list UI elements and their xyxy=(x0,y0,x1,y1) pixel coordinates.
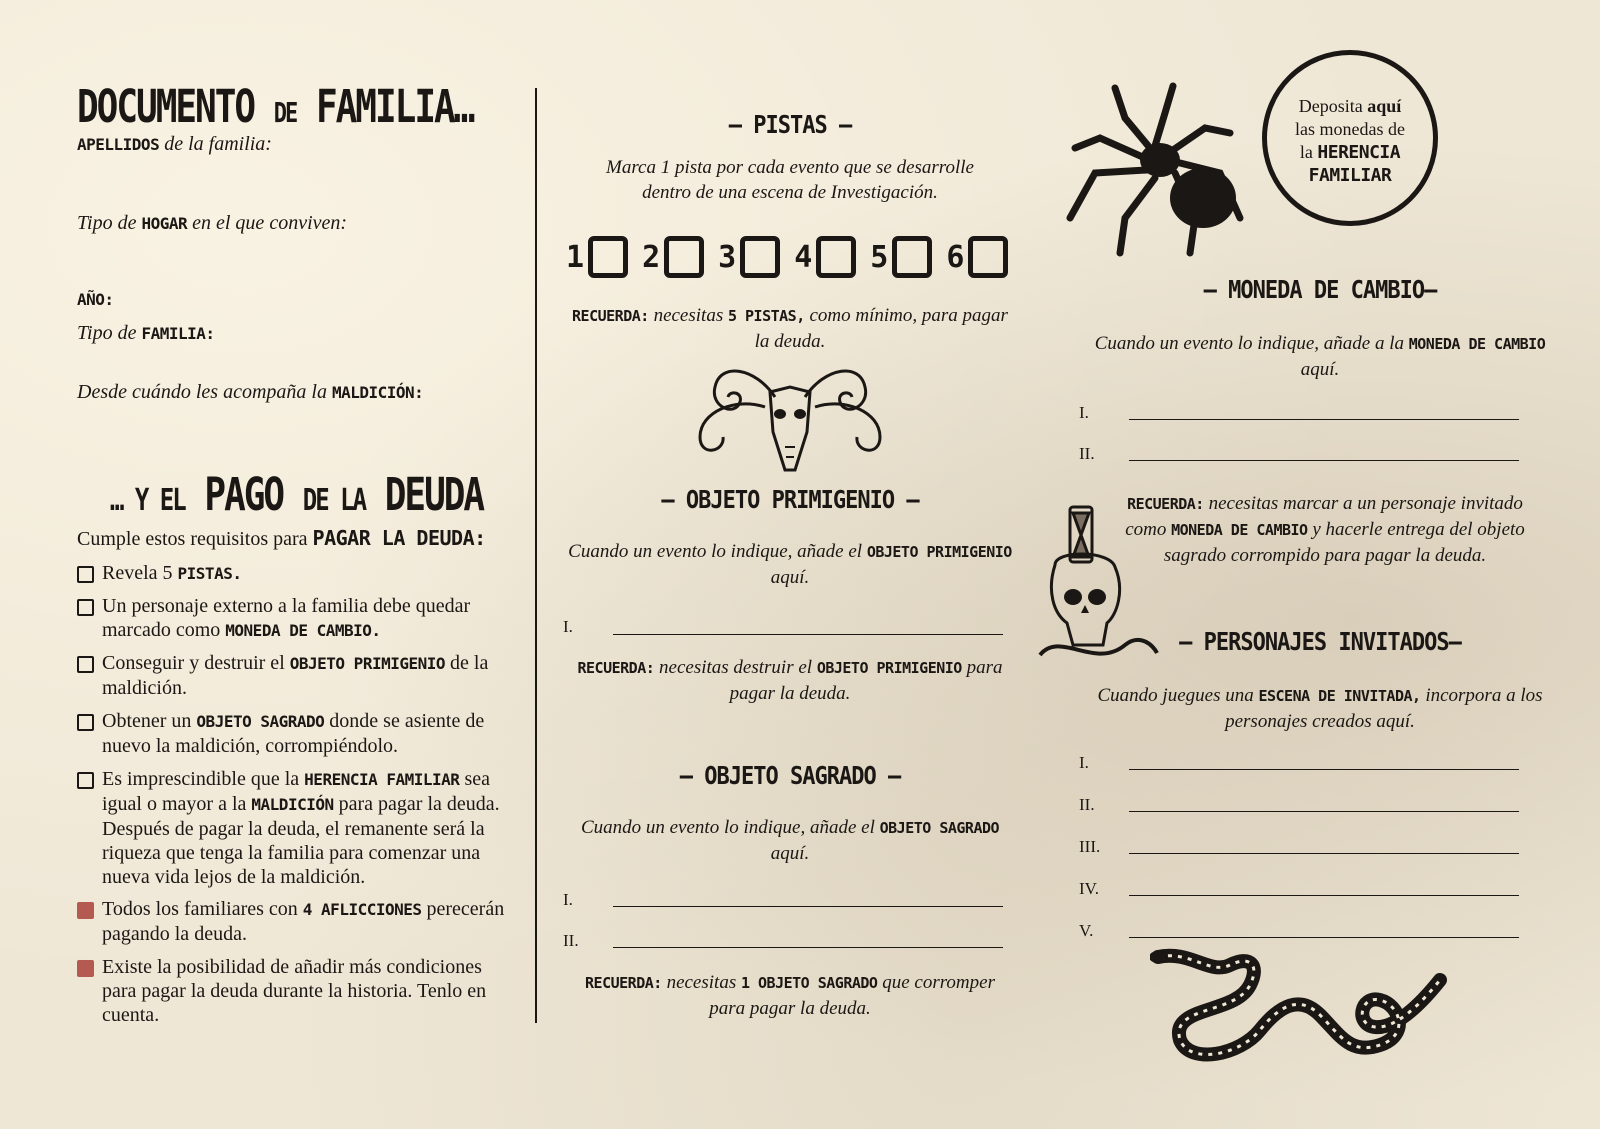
clue-checkbox-6[interactable] xyxy=(968,236,1008,278)
primigenio-title: – OBJETO PRIMIGENIO – xyxy=(661,486,919,515)
roman-label: V. xyxy=(1079,921,1094,940)
invitados-title: – PERSONAJES INVITADOS– xyxy=(1179,628,1461,657)
write-line[interactable] xyxy=(1129,853,1519,854)
requirements-intro: Cumple estos requisitos para PAGAR LA DEUDA: xyxy=(77,526,486,550)
field-hogar[interactable]: Tipo de HOGAR en el que conviven: xyxy=(77,212,348,234)
sagrado-text: Cuando un evento lo indique, añade el OBJETO SAGRADO aquí. xyxy=(580,817,1000,864)
write-line[interactable] xyxy=(1129,895,1519,896)
ram-skull-icon xyxy=(695,362,885,482)
checkbox[interactable] xyxy=(77,656,94,673)
moneda-title: – MONEDA DE CAMBIO– xyxy=(1203,276,1437,305)
clue-checkbox-5[interactable] xyxy=(892,236,932,278)
snake-icon xyxy=(1150,945,1450,1070)
requirement-5: Es imprescindible que la HERENCIA FAMILIAR sea igual o mayor a la MALDICIÓN para pagar la deuda. Después de pagar la deuda, el remanente será la riqueza que tenga la familia para comenzar una nueva vida lejos de la maldición. xyxy=(77,767,517,889)
pistas-title: – PISTAS – xyxy=(728,111,852,140)
recuerda-sagrado: RECUERDA: necesitas 1 OBJETO SAGRADO que corromper para pagar la deuda. xyxy=(585,972,995,1019)
roman-label: III. xyxy=(1079,837,1101,856)
requirement-2: Un personaje externo a la familia debe quedar marcado como MONEDA DE CAMBIO. xyxy=(77,594,517,643)
invitados-text: Cuando juegues una ESCENA DE INVITADA, incorpora a los personajes creados aquí. xyxy=(1097,685,1543,732)
primigenio-text: Cuando un evento lo indique, añade el OBJETO PRIMIGENIO aquí. xyxy=(568,541,1012,588)
write-line[interactable] xyxy=(613,906,1003,907)
field-apellidos[interactable]: APELLIDOS de la familia: xyxy=(77,133,272,155)
clue-checkbox-4[interactable] xyxy=(816,236,856,278)
requirement-1: Revela 5 PISTAS. xyxy=(77,561,517,586)
moneda-text: Cuando un evento lo indique, añade a la MONEDA DE CAMBIO aquí. xyxy=(1094,333,1546,380)
field-maldicion[interactable]: Desde cuándo les acompaña la MALDICIÓN: xyxy=(77,381,424,403)
sagrado-title: – OBJETO SAGRADO – xyxy=(679,762,901,791)
checkbox[interactable] xyxy=(77,599,94,616)
field-ano[interactable]: AÑO: xyxy=(77,290,114,309)
roman-label: IV. xyxy=(1079,879,1099,898)
pistas-text: Marca 1 pista por cada evento que se desarrolle dentro de una escena de Investigación. xyxy=(606,157,974,203)
write-line[interactable] xyxy=(1129,460,1519,461)
recuerda-pistas: RECUERDA: necesitas 5 PISTAS, como mínimo, para pagar la deuda. xyxy=(572,305,1008,352)
requirement-7: Existe la posibilidad de añadir más condiciones para pagar la deuda durante la historia. Tenlo en cuenta. xyxy=(77,955,517,1027)
roman-label: I. xyxy=(563,617,573,636)
write-line[interactable] xyxy=(1129,769,1519,770)
field-familia[interactable]: Tipo de FAMILIA: xyxy=(77,322,215,344)
clue-checkbox-2[interactable] xyxy=(664,236,704,278)
roman-label: I. xyxy=(1079,403,1089,422)
circle-text: las monedas de xyxy=(1295,119,1405,139)
write-line[interactable] xyxy=(1129,811,1519,812)
recuerda-moneda: RECUERDA: necesitas marcar a un personaje invitado como MONEDA DE CAMBIO y hacerle entrega del objeto sagrado corrompido para pagar la deuda. xyxy=(1125,493,1525,566)
checkbox[interactable] xyxy=(77,714,94,731)
herencia-deposit-circle[interactable]: Deposita aquí las monedas de la HERENCIA FAMILIAR xyxy=(1262,50,1438,226)
write-line[interactable] xyxy=(1129,937,1519,938)
column-divider xyxy=(535,88,537,1023)
roman-label: I. xyxy=(563,890,573,909)
recuerda-primigenio: RECUERDA: necesitas destruir el OBJETO PRIMIGENIO para pagar la deuda. xyxy=(577,657,1003,704)
clue-tracker xyxy=(566,235,1026,279)
clue-checkbox-3[interactable] xyxy=(740,236,780,278)
roman-label: I. xyxy=(1079,753,1089,772)
checkbox[interactable] xyxy=(77,566,94,583)
document-title: DOCUMENTO DE FAMILIA… xyxy=(77,82,474,134)
red-marker xyxy=(77,902,94,919)
clue-number: 2 xyxy=(642,239,661,275)
clue-number: 4 xyxy=(794,239,813,275)
requirement-6: Todos los familiares con 4 AFLICCIONES perecerán pagando la deuda. xyxy=(77,897,517,946)
requirement-3: Conseguir y destruir el OBJETO PRIMIGENIO de la maldición. xyxy=(77,651,517,700)
deuda-title: … Y EL PAGO DE LA DEUDA xyxy=(110,470,484,522)
spider-icon xyxy=(1055,78,1255,258)
clue-number: 1 xyxy=(566,239,585,275)
requirement-4: Obtener un OBJETO SAGRADO donde se asiente de nuevo la maldición, corrompiéndolo. xyxy=(77,709,517,758)
clue-checkbox-1[interactable] xyxy=(588,236,628,278)
clue-number: 5 xyxy=(870,239,889,275)
write-line[interactable] xyxy=(1129,419,1519,420)
red-marker xyxy=(77,960,94,977)
write-line[interactable] xyxy=(613,947,1003,948)
roman-label: II. xyxy=(1079,795,1095,814)
roman-label: II. xyxy=(563,931,579,950)
roman-label: II. xyxy=(1079,444,1095,463)
clue-number: 6 xyxy=(946,239,965,275)
write-line[interactable] xyxy=(613,634,1003,635)
checkbox[interactable] xyxy=(77,772,94,789)
clue-number: 3 xyxy=(718,239,737,275)
